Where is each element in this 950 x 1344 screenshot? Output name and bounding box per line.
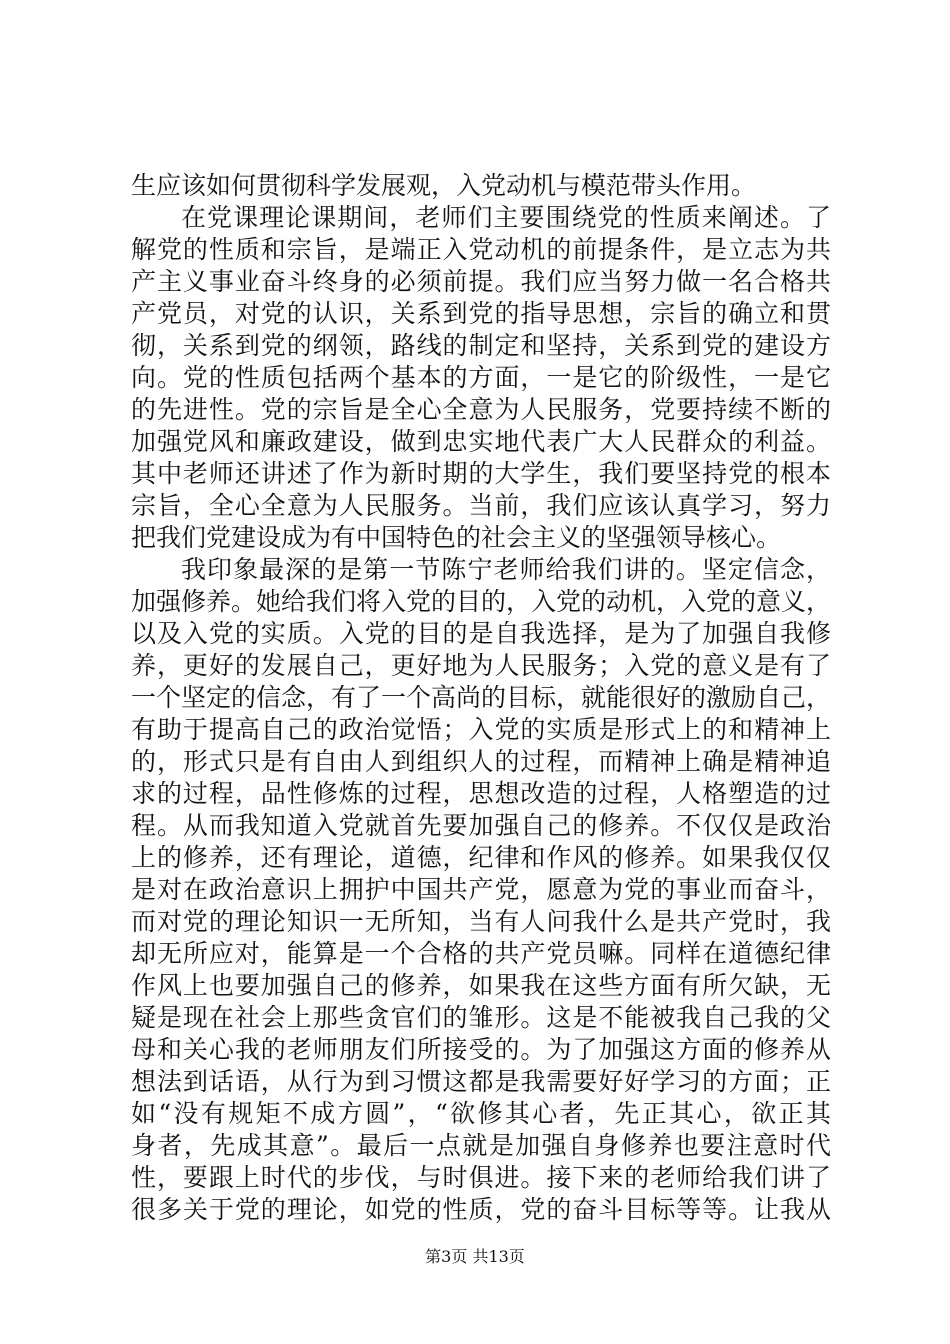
text-line: 把我们党建设成为有中国特色的社会主义的坚强领导核心。	[131, 523, 782, 552]
text-line: 的先进性。党的宗旨是全心全意为人民服务，党要持续不断的	[131, 395, 831, 424]
text-line: 而对党的理论知识一无所知，当有人问我什么是共产党时，我	[131, 907, 831, 936]
text-line: 宗旨，全心全意为人民服务。当前，我们应该认真学习，努力	[131, 491, 831, 520]
text-line: 母和关心我的老师朋友们所接受的。为了加强这方面的修养从	[131, 1035, 831, 1064]
text-line: 产主义事业奋斗终身的必须前提。我们应当努力做一名合格共	[131, 267, 831, 296]
text-line: 一个坚定的信念，有了一个高尚的目标，就能很好的激励自己，	[131, 683, 832, 712]
text-line: 其中老师还讲述了作为新时期的大学生，我们要坚持党的根本	[131, 459, 831, 488]
text-line: 以及入党的实质。入党的目的是自我选择，是为了加强自我修	[131, 619, 831, 648]
text-line: 有助于提高自己的政治觉悟；入党的实质是形式上的和精神上	[131, 715, 831, 744]
text-line: 解党的性质和宗旨，是端正入党动机的前提条件，是立志为共	[131, 235, 831, 264]
text-line: 作风上也要加强自己的修养，如果我在这些方面有所欠缺，无	[131, 971, 831, 1000]
text-line: 是对在政治意识上拥护中国共产党，愿意为党的事业而奋斗，	[131, 875, 831, 904]
text-line: 加强修养。她给我们将入党的目的，入党的动机，入党的意义，	[131, 587, 832, 616]
text-line: 如“没有规矩不成方圆”，“欲修其心者，先正其心，欲正其	[131, 1099, 831, 1128]
text-line: 求的过程，品性修炼的过程，思想改造的过程，人格塑造的过	[131, 779, 831, 808]
text-line: 加强党风和廉政建设，做到忠实地代表广大人民群众的利益。	[131, 427, 831, 456]
document-body	[131, 170, 831, 1226]
text-line: 的，形式只是有自由人到组织人的过程，而精神上确是精神追	[131, 747, 831, 776]
text-line: 想法到话语，从行为到习惯这都是我需要好好学习的方面；正	[131, 1067, 831, 1096]
text-line: 向。党的性质包括两个基本的方面，一是它的阶级性，一是它	[131, 363, 831, 392]
text-line: 性，要跟上时代的步伐，与时俱进。接下来的老师给我们讲了	[131, 1163, 831, 1192]
paragraph-start-line: 我印象最深的是第一节陈宁老师给我们讲的。坚定信念，	[181, 555, 831, 584]
text-line: 产党员，对党的认识，关系到党的指导思想，宗旨的确立和贯	[131, 299, 831, 328]
text-line: 彻，关系到党的纲领，路线的制定和坚持，关系到党的建设方	[131, 331, 831, 360]
text-line: 却无所应对，能算是一个合格的共产党员嘛。同样在道德纪律	[131, 939, 831, 968]
text-line: 程。从而我知道入党就首先要加强自己的修养。不仅仅是政治	[131, 811, 831, 840]
text-line: 身者，先成其意”。最后一点就是加强自身修养也要注意时代	[131, 1131, 831, 1160]
page-number-footer: 第3页 共13页	[425, 1247, 525, 1266]
text-line: 生应该如何贯彻科学发展观，入党动机与模范带头作用。	[131, 171, 757, 200]
paragraph-start-line: 在党课理论课期间，老师们主要围绕党的性质来阐述。了	[181, 203, 831, 232]
text-line: 上的修养，还有理论，道德，纪律和作风的修养。如果我仅仅	[131, 843, 831, 872]
text-line: 很多关于党的理论，如党的性质，党的奋斗目标等等。让我从	[131, 1195, 831, 1224]
text-line: 养，更好的发展自己，更好地为人民服务；入党的意义是有了	[131, 651, 831, 680]
text-line: 疑是现在社会上那些贪官们的雏形。这是不能被我自己我的父	[131, 1003, 831, 1032]
